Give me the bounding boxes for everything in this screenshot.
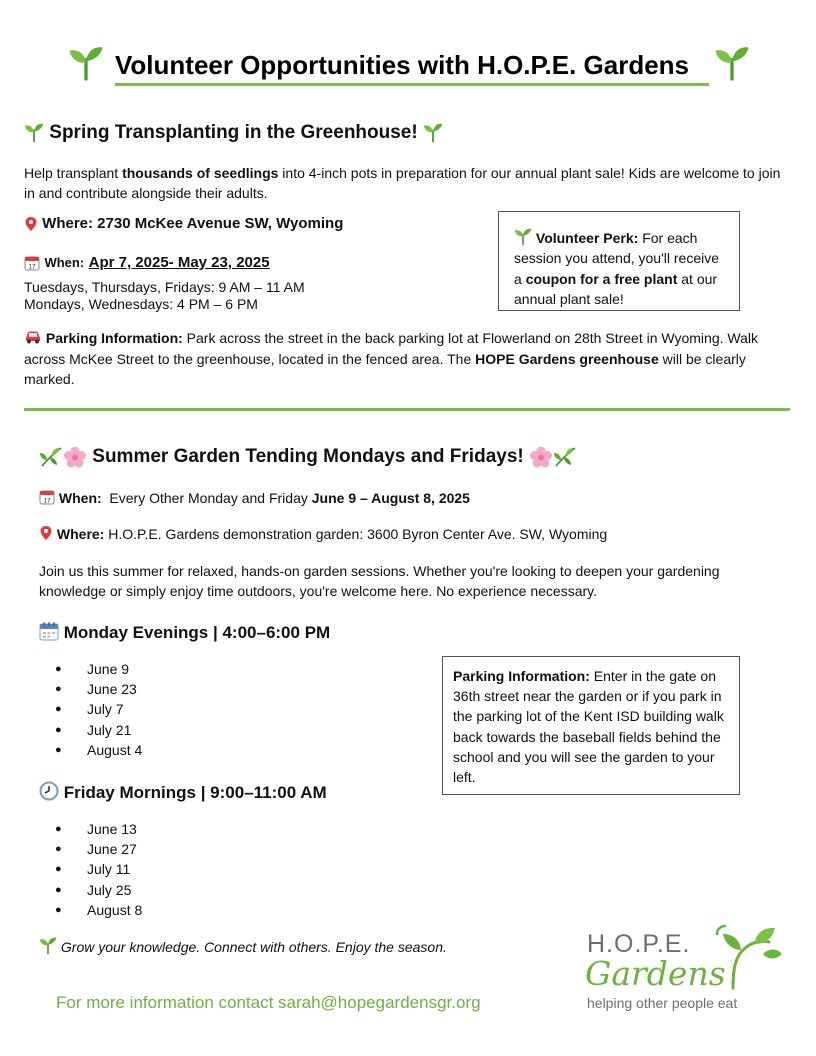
summer-where	[39, 524, 607, 544]
list-item: ● July 25	[39, 880, 142, 900]
blossom-icon	[63, 446, 87, 468]
herb-icon	[553, 446, 577, 468]
calendar-icon	[39, 489, 55, 505]
svg-text:17: 17	[28, 263, 36, 271]
spring-parking	[24, 328, 794, 390]
sprout-icon	[514, 228, 532, 246]
spring-when-label: When:	[44, 255, 85, 270]
list-item: ● June 9	[39, 659, 142, 679]
summer-when-text: Every Other Monday and Friday	[101, 490, 312, 506]
spring-heading	[24, 122, 443, 144]
friday-dates-list	[39, 819, 142, 920]
list-item: ● July 7	[39, 699, 142, 719]
logo-tagline: helping other people eat	[587, 995, 738, 1011]
list-item: ● June 27	[39, 839, 142, 859]
list-item: ● July 11	[39, 859, 142, 879]
list-item: ● August 8	[39, 900, 142, 920]
spring-intro-text: Help transplant	[24, 165, 123, 181]
summer-intro: Join us this summer for relaxed, hands-on garden sessions. Whether you're looking to deepen your gardening knowledge or simply enjoy time outdoors, you're welcome here. No experience necessary.	[39, 563, 720, 599]
spring-when	[24, 254, 270, 272]
summer-parking-label: Parking Information:	[453, 668, 590, 684]
clock-icon	[39, 781, 59, 801]
summer-heading	[39, 446, 577, 468]
page-title: Volunteer Opportunities with H.O.P.E. Gardens	[115, 50, 690, 80]
spring-schedule-1: Tuesdays, Thursdays, Fridays: 9 AM – 11 AM	[24, 279, 305, 295]
logo-line2: Gardens	[585, 954, 726, 993]
summer-parking-box	[442, 656, 740, 795]
summer-parking-text: Enter in the gate on 36th street near the garden or if you park in the parking lot of the Kent ISD building walk back towards the baseball fields behind the school and you will see the garden to your left.	[453, 668, 724, 786]
spring-parking-bold: HOPE Gardens greenhouse	[475, 350, 659, 367]
sprout-icon	[714, 46, 750, 82]
spring-where-text: Where: 2730 McKee Avenue SW, Wyoming	[42, 215, 344, 232]
friday-heading	[39, 781, 327, 803]
spring-heading-text: Spring Transplanting in the Greenhouse!	[49, 122, 418, 143]
perk-bold: coupon for a free plant	[525, 270, 678, 287]
monday-heading-text: Monday Evenings | 4:00–6:00 PM	[63, 623, 331, 642]
sprout-icon	[423, 123, 443, 143]
perk-text-end: at our annual plant sale!	[514, 270, 718, 308]
section-divider	[24, 408, 790, 411]
spring-intro	[24, 163, 784, 203]
logo-line1: H.O.P.E.	[587, 930, 691, 958]
pin-icon	[39, 525, 53, 541]
tagline-text: Grow your knowledge. Connect with others. Enjoy the season.	[60, 939, 447, 955]
car-icon	[24, 330, 42, 344]
summer-where-label: Where:	[56, 526, 105, 542]
summer-when	[39, 488, 470, 508]
list-item: ● July 21	[39, 720, 142, 740]
hope-gardens-logo	[585, 924, 785, 1014]
list-item: ● August 4	[39, 740, 142, 760]
spring-parking-text-end: will be clearly marked.	[24, 350, 746, 387]
summer-when-dates: June 9 – August 8, 2025	[311, 490, 470, 506]
summer-heading-text: Summer Garden Tending Mondays and Fridays!	[92, 446, 524, 468]
summer-where-text: H.O.P.E. Gardens demonstration garden: 3600 Byron Center Ave. SW, Wyoming	[104, 526, 608, 542]
spring-intro-bold: thousands of seedlings	[122, 165, 279, 181]
summer-when-label: When:	[58, 490, 102, 506]
monday-heading	[39, 621, 330, 643]
title-row	[0, 40, 816, 86]
spring-intro-text-end: into 4-inch pots in preparation for our annual plant sale! Kids are welcome to join in and contribute alongside their adults.	[24, 165, 781, 201]
title-underline	[115, 83, 709, 86]
herb-icon	[39, 446, 63, 468]
perk-label: Volunteer Perk:	[535, 230, 639, 246]
spring-when-dates: Apr 7, 2025- May 23, 2025	[88, 254, 270, 271]
pin-icon	[24, 216, 38, 232]
spring-parking-text: Park across the street in the back parking lot at Flowerland on 28th Street in Wyoming. Walk across McKee Street to the greenhouse, located in the fenced area. The	[24, 330, 758, 367]
svg-text:17: 17	[43, 497, 51, 505]
calendar-icon	[24, 255, 40, 271]
volunteer-perk-box	[498, 211, 740, 311]
list-item: ● June 13	[39, 819, 142, 839]
tagline	[39, 937, 447, 955]
monday-dates-list	[39, 659, 142, 760]
friday-heading-text: Friday Mornings | 9:00–11:00 AM	[63, 783, 327, 802]
blossom-icon	[529, 446, 553, 468]
sprout-icon	[24, 123, 44, 143]
spiral-calendar-icon	[39, 621, 59, 641]
contact-info: For more information contact sarah@hopegardensgr.org	[56, 993, 481, 1012]
sprout-icon	[68, 46, 104, 82]
perk-text: For each session you attend, you'll receive a	[514, 230, 720, 287]
spring-where	[24, 215, 343, 232]
logo-sprout-icon	[703, 924, 783, 990]
sprout-icon	[39, 937, 57, 955]
list-item: ● June 23	[39, 679, 142, 699]
spring-schedule-2: Mondays, Wednesdays: 4 PM – 6 PM	[24, 296, 258, 312]
spring-parking-label: Parking Information:	[45, 330, 183, 346]
